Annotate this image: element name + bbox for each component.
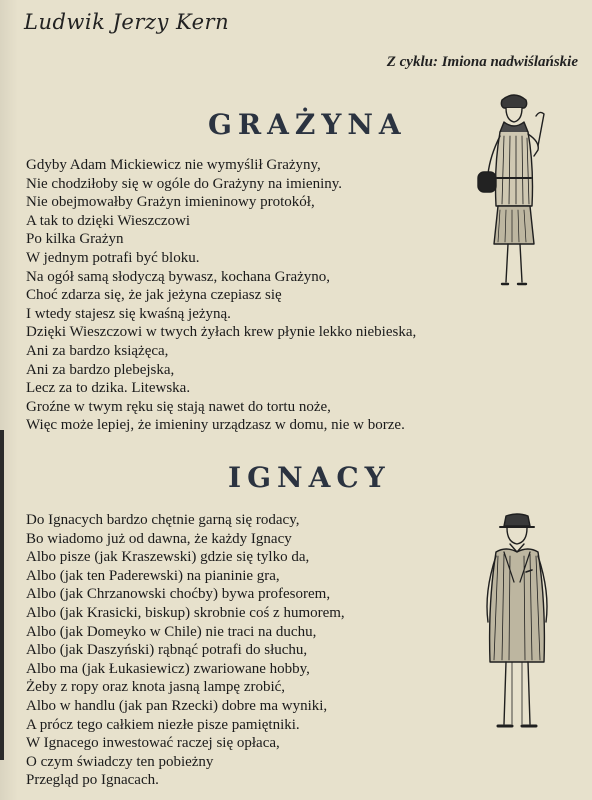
woman-figure-illustration xyxy=(466,86,556,306)
poem-line: Na ogół samą słodyczą bywasz, kochana Grażyno, xyxy=(26,268,331,285)
poem-line: Choć zdarza się, że jak jeżyna czepiasz się xyxy=(26,287,282,304)
poem-line: Ani za bardzo plebejska, xyxy=(26,361,175,378)
poem-line: Lecz za to dzika. Litewska. xyxy=(26,380,191,397)
poem-line: Bo wiadomo już od dawna, że każdy Ignacy xyxy=(26,530,292,547)
author-name: Ludwik Jerzy Kern xyxy=(24,10,230,34)
poem-line: Albo (jak Chrzanowski choćby) bywa profesorem, xyxy=(26,586,331,603)
poem-line: A prócz tego całkiem niezłe pisze pamiętniki. xyxy=(26,716,300,733)
poem-line: Albo ma (jak Łukasiewicz) zwariowane hobby, xyxy=(26,660,310,677)
poem-line: Albo pisze (jak Kraszewski) gdzie się tylko da, xyxy=(26,549,310,566)
poem-line: Ani za bardzo książęca, xyxy=(26,342,169,359)
poem-title-grazyna: GRAŻYNA xyxy=(208,108,407,141)
poem-line: Albo (jak ten Paderewski) na pianinie gra, xyxy=(26,567,280,584)
poem-line: Nie obejmowałby Grażyn imieninowy protokół, xyxy=(26,194,315,211)
poem-line: I wtedy stajesz się kwaśną jeżyną. xyxy=(26,305,231,322)
poem-line: Albo (jak Domeyko w Chile) nie traci na duchu, xyxy=(26,623,317,640)
poem-line: W Ignacego inwestować raczej się opłaca, xyxy=(26,735,280,752)
poem-line: Więc może lepiej, że imieniny urządzasz w domu, nie w borze. xyxy=(26,417,405,434)
poem-line: Żeby z ropy oraz knota jasną lampę zrobić, xyxy=(26,679,286,696)
poem-line: Przegląd po Ignacach. xyxy=(26,772,159,789)
poem-line: Dzięki Wieszczowi w twych żyłach krew płynie lekko niebieska, xyxy=(26,324,417,341)
poem-line: Do Ignacych bardzo chętnie garną się rodacy, xyxy=(26,512,300,528)
poem-line: Albo w handlu (jak pan Rzecki) dobre ma wyniki, xyxy=(26,697,328,714)
poem-line: W jednym potrafi być bloku. xyxy=(26,249,200,266)
poem-line: Groźne w twym ręku się stają nawet do tortu noże, xyxy=(26,398,331,415)
poem-line: Gdyby Adam Mickiewicz nie wymyślił Grażyny, xyxy=(26,157,321,173)
poem-ignacy xyxy=(26,511,345,790)
page-edge-shadow xyxy=(0,430,4,760)
poem-line: Albo (jak Daszyński) rąbnąć potrafi do słuchu, xyxy=(26,642,308,659)
poem-line: A tak to dzięki Wieszczowi xyxy=(26,212,191,229)
poem-line: Nie chodziłoby się w ogóle do Grażyny na imieniny. xyxy=(26,175,343,192)
cycle-subtitle: Z cyklu: Imiona nadwiślańskie xyxy=(386,54,578,70)
poem-title-ignacy: IGNACY xyxy=(228,461,391,494)
poem-line: Albo (jak Krasicki, biskup) skrobnie coś z humorem, xyxy=(26,604,345,621)
man-figure-illustration xyxy=(474,512,560,742)
poem-line: Po kilka Grażyn xyxy=(26,231,124,248)
poem-line: O czym świadczy ten pobieżny xyxy=(26,753,214,770)
poem-grazyna xyxy=(26,156,416,435)
